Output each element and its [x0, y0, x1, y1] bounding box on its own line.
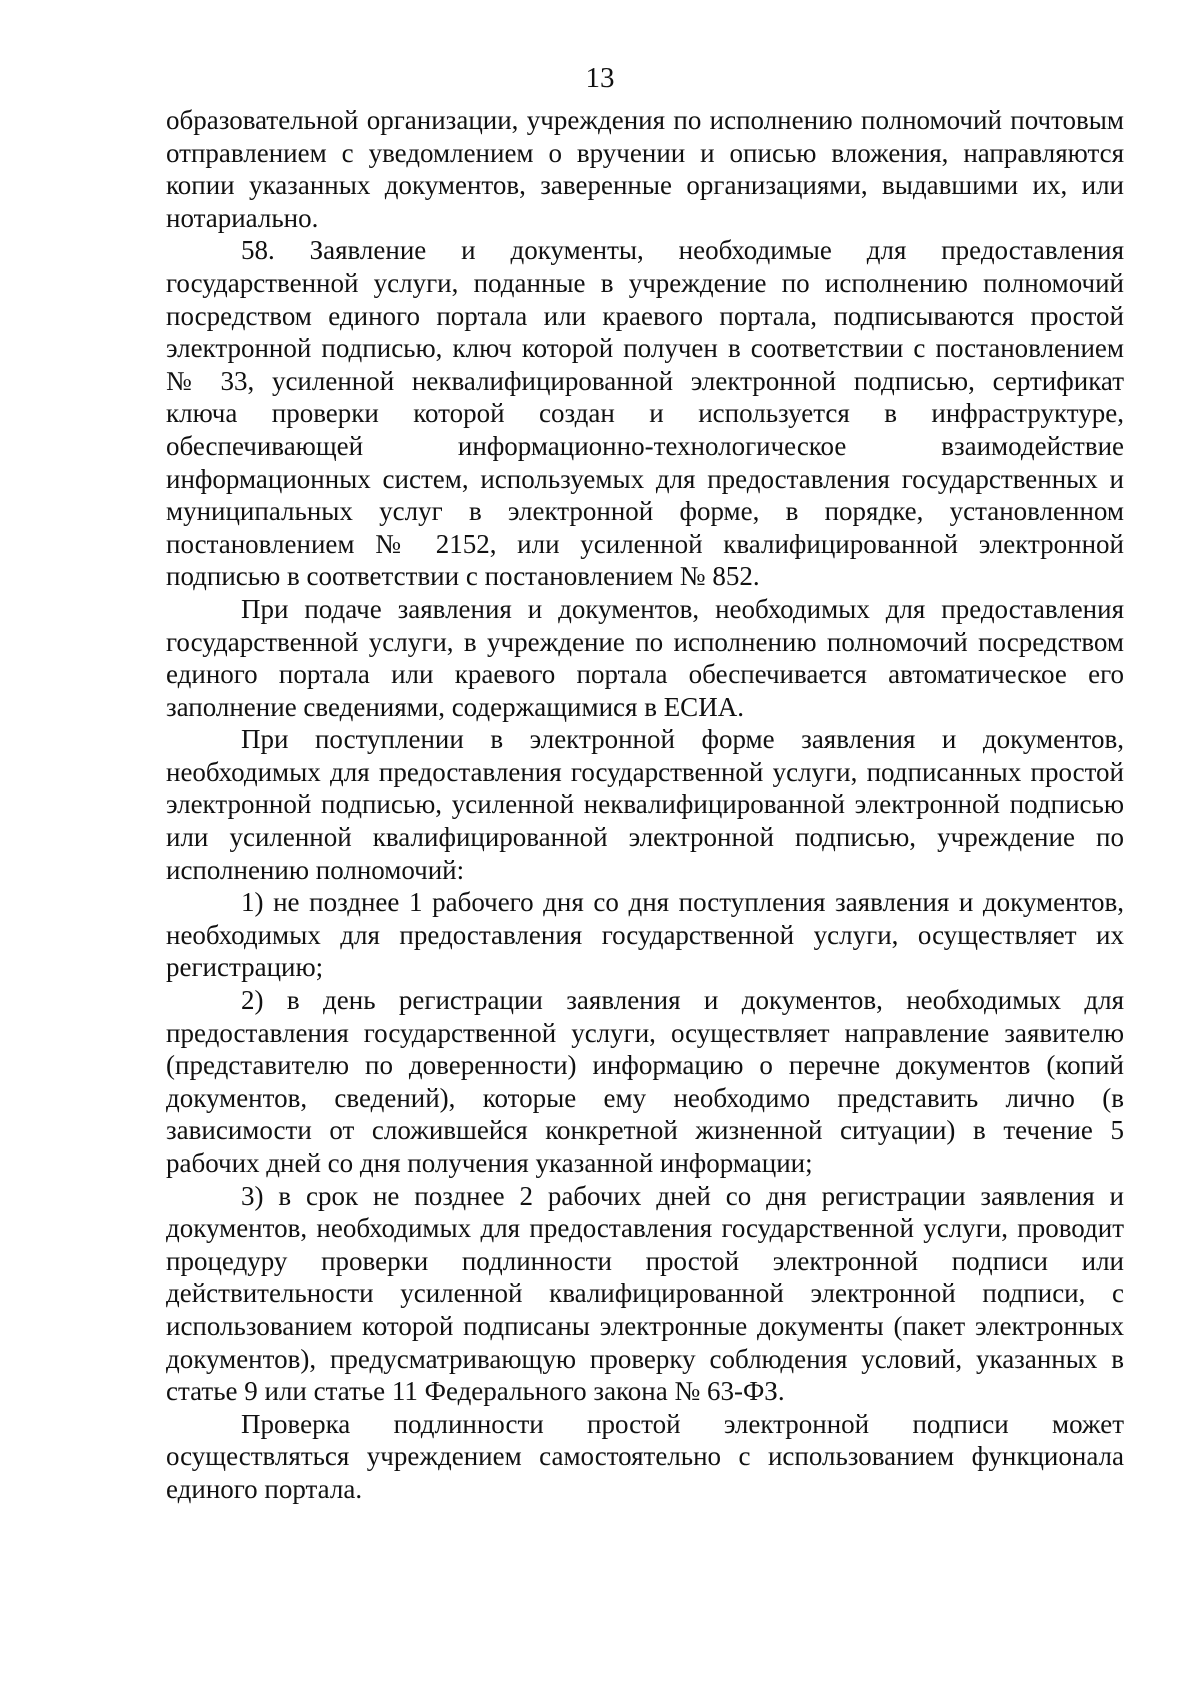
- paragraph-electronic-receipt: При поступлении в электронной форме заявления и документов, необходимых для предоставления государственной услуги, подписанных простой электронной подписью, усиленной неквалифицированной электронной подписью или усиленной квалифицированной электронной подписью, учреждение по исполнению полномочий:: [166, 724, 1124, 885]
- document-body: [166, 104, 1124, 1506]
- paragraph-item-58: 58. Заявление и документы, необходимые для предоставления государственной услуги, поданные в учреждение по исполнению полномочий посредством единого портала или краевого портала, подписываются простой электронной подписью, ключ которой получен в соответствии с постановлением № 33, усиленной неквалифицированной электронной подписью, сертификат ключа проверки которой создан и используется в инфраструктуре, обеспечивающей информационно-технологическое взаимодействие информационных систем, используемых для предоставления государственных и муниципальных услуг в электронной форме, в порядке, установленном постановлением № 2152, или усиленной квалифицированной электронной подписью в соответствии с постановлением № 852.: [166, 235, 1124, 592]
- paragraph-continuation: образовательной организации, учреждения по исполнению полномочий почтовым отправлением с уведомлением о вручении и описью вложения, направляются копии указанных документов, заверенные организациями, выдавшими их, или нотариально.: [166, 105, 1124, 233]
- list-item-1: 1) не позднее 1 рабочего дня со дня поступления заявления и документов, необходимых для предоставления государственной услуги, осуществляет их регистрацию;: [166, 887, 1124, 983]
- paragraph-submission-autofill: При подаче заявления и документов, необходимых для предоставления государственной услуги, в учреждение по исполнению полномочий посредством единого портала или краевого портала обеспечивается автоматическое его заполнение сведениями, содержащимися в ЕСИА.: [166, 593, 1124, 722]
- paragraph-signature-verification: Проверка подлинности простой электронной подписи может осуществляться учреждением самостоятельно с использованием функционала единого портала.: [166, 1408, 1124, 1504]
- list-item-3: 3) в срок не позднее 2 рабочих дней со дня регистрации заявления и документов, необходимых для предоставления государственной услуги, проводит процедуру проверки подлинности простой электронной подписи или действительности усиленной квалифицированной электронной подписи, с использованием которой подписаны электронные документы (пакет электронных документов), предусматривающую проверку соблюдения условий, указанных в статье 9 или статье 11 Федерального закона № 63-ФЗ.: [166, 1180, 1124, 1407]
- page-number: 13: [585, 62, 615, 94]
- list-item-2: 2) в день регистрации заявления и документов, необходимых для предоставления государственной услуги, осуществляет направление заявителю (представителю по доверенности) информацию о перечне документов (копий документов, сведений), которые ему необходимо представить лично (в зависимости от сложившейся конкретной жизненной ситуации) в течение 5 рабочих дней со дня получения указанной информации;: [166, 985, 1124, 1178]
